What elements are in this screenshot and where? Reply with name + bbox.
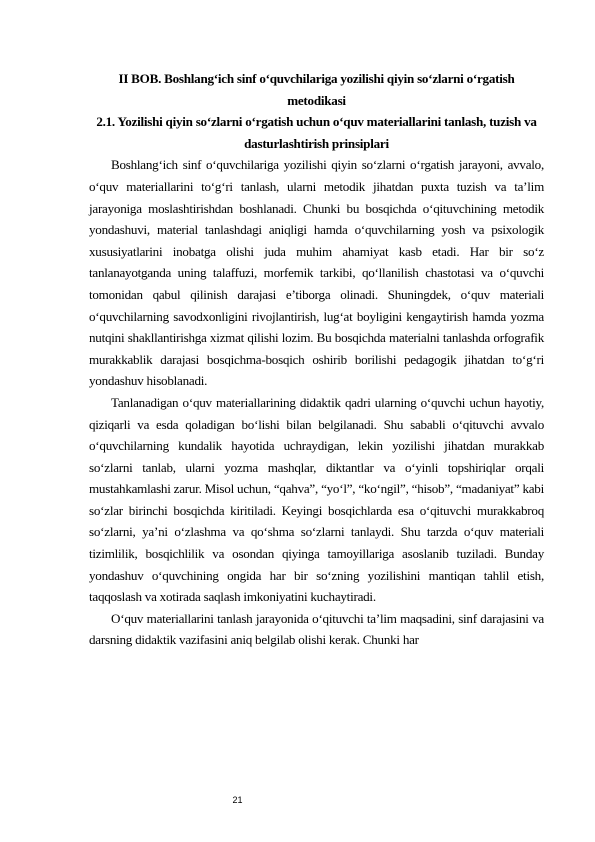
section-title: 2.1. Yozilishi qiyin so‘zlarni o‘rgatish uchun o‘quv materiallarini tanlash, tuzish va dasturlashtirish prinsiplari <box>96 114 537 151</box>
chapter-title: II BOB. Boshlang‘ich sinf o‘quvchilariga yozilishi qiyin so‘zlarni o‘rgatish metodikasi <box>118 71 515 108</box>
text-block <box>89 68 544 651</box>
page-number-footer <box>0 795 595 805</box>
page-number: 21 <box>232 795 243 805</box>
paragraph-3: O‘quv materiallarini tanlash jarayonida o‘qituvchi ta’lim maqsadini, sinf darajasini va darsning didaktik vazifasini aniq belgilab olishi kerak. Chunki har <box>89 610 544 648</box>
paragraph-2: Tanlanadigan o‘quv materiallarining didaktik qadri ularning o‘quvchi uchun hayotiy, qiziqarli va esda qoladigan bo‘lishi bilan belgilanadi. Shu sababli o‘qituvchi avvalo o‘quvchilarning kundalik hayotida uchraydigan, lekin yozilishi jihatdan murakkab so‘zlarni tanlab, ularni yozma mashqlar, diktantlar va o‘yinli topshiriqlar orqali mustahkamlashi zarur. Misol uchun, “qahva”, “yo‘l”, “ko‘ngil”, “hisob”, “madaniyat” kabi so‘zlar birinchi bosqichda kiritiladi. Keyingi bosqichlarda esa o‘qituvchi murakkabroq so‘zlarni, ya’ni o‘zlashma va qo‘shma so‘zlarni tanlaydi. Shu tarzda o‘quv materiali tizimlilik, bosqichlilik va osondan qiyinga tamoyillariga asoslanib tuziladi. Bunday yondashuv o‘quvchining ongida har bir so‘zning yozilishini mantiqan tahlil etish, taqqoslash va xotirada saqlash imkoniyatini kuchaytiradi. <box>89 394 544 605</box>
paragraph-1: Boshlang‘ich sinf o‘quvchilariga yozilishi qiyin so‘zlarni o‘rgatish jarayoni, avvalo, o‘quv materiallarini to‘g‘ri tanlash, ularni metodik jihatdan puxta tuzish va ta’lim jarayoniga moslashtirishdan boshlanadi. Chunki bu bosqichda o‘qituvchining metodik yondashuvi, material tanlashdagi aniqligi hamda o‘quvchilarning yosh va psixologik xususiyatlarini inobatga olishi juda muhim ahamiyat kasb etadi. Har bir so‘z tanlanayotganda uning talaffuzi, morfemik tarkibi, qo‘llanilish chastotasi va o‘quvchi tomonidan qabul qilinish darajasi e’tiborga olinadi. Shuningdek, o‘quv materiali o‘quvchilarning savodxonligini rivojlantirish, lug‘at boyligini kengaytirish hamda yozma nutqini shakllantirishga xizmat qilishi lozim. Bu bosqichda materialni tanlashda orfografik murakkablik darajasi bosqichma-bosqich oshirib borilishi pedagogik jihatdan to‘g‘ri yondashuv hisoblanadi. <box>89 157 544 389</box>
